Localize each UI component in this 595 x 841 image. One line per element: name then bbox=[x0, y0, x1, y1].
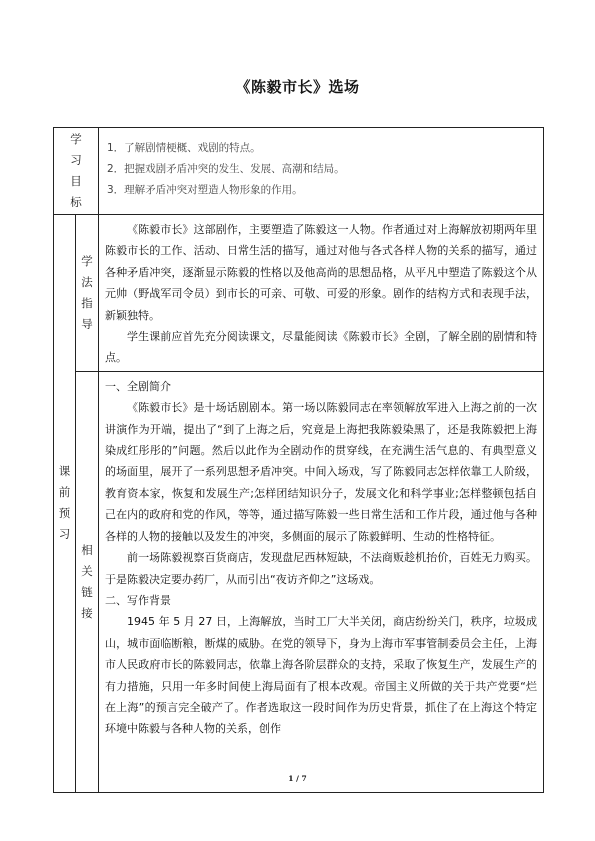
link-row bbox=[54, 371, 544, 792]
label-char: 预 bbox=[58, 506, 71, 521]
label-char: 标 bbox=[70, 195, 82, 209]
goal-item: 2．把握戏剧矛盾冲突的发生、发展、高潮和结局。 bbox=[107, 163, 345, 175]
label-char: 接 bbox=[81, 605, 93, 620]
goal-item: 3．理解矛盾冲突对塑造人物形象的作用。 bbox=[107, 184, 303, 196]
learning-goals-label bbox=[54, 128, 99, 215]
intro-paragraph: 《陈毅市长》是十场话剧剧本。第一场以陈毅同志在率领解放军进入上海之前的一次讲演作为开端，提出了“到了上海之后，究竟是上海把我陈毅染黑了，还是我陈毅把上海染成红彤彤的”问题。然后以此作为全剧动作的贯穿线，在充满生活气息的、有典型意义的场面里，展开了一系列思想矛盾冲突。中间入场戏，写了陈毅同志怎样依靠工人阶级，教育资本家，恢复和发展生产;怎样团结知识分子，发展文化和科学事业;怎样整顿包括自己在内的政府和党的作风，等等，通过描写陈毅一些日常生活和工作片段，通过他与各种各样的人物的接触以及发生的冲突，多侧面的展示了陈毅鲜明、生动的性格特征。 bbox=[105, 401, 537, 543]
intro-paragraph: 前一场陈毅视察百货商店，发现盘尼西林短缺，不法商贩趁机抬价，百姓无力购买。于是陈毅决定要办药厂，从而引出“夜访齐仰之”这场戏。 bbox=[105, 551, 537, 586]
label-char: 关 bbox=[81, 563, 93, 578]
section-heading: 二、写作背景 bbox=[105, 593, 171, 607]
method-paragraph: 《陈毅市长》这部剧作，主要塑造了陈毅这一人物。作者通过对上海解放初期两年里陈毅市长的工作、活动、日常生活的描写，通过对他与各式各样人物的关系的描写，通过各种矛盾冲突，逐渐显示陈毅的性格以及他高尚的思想品格，从平凡中塑造了陈毅这个从元帅（野战军司令员）到市长的可亲、可敬、可爱的形象。剧作的结构方式和表现手法，新颖独特。 bbox=[105, 223, 537, 322]
lesson-table bbox=[53, 127, 544, 793]
related-links-label bbox=[76, 371, 99, 792]
label-char: 前 bbox=[58, 485, 71, 500]
label-char: 链 bbox=[81, 584, 93, 599]
document-title: 《陈毅市长》选场 bbox=[235, 78, 360, 96]
label-char: 习 bbox=[70, 153, 82, 167]
learning-goals-content bbox=[99, 128, 544, 215]
learning-goals-row bbox=[54, 128, 544, 215]
related-links-content bbox=[99, 371, 544, 792]
label-char: 导 bbox=[81, 316, 93, 331]
preview-label bbox=[54, 215, 76, 793]
page-indicator: 1 / 7 bbox=[288, 774, 307, 783]
label-char: 课 bbox=[58, 464, 71, 479]
label-char: 目 bbox=[70, 174, 82, 188]
label-char: 习 bbox=[58, 527, 71, 542]
method-label bbox=[76, 215, 99, 372]
label-char: 学 bbox=[81, 253, 93, 268]
label-char: 学 bbox=[70, 132, 82, 146]
method-content bbox=[99, 215, 544, 372]
label-char: 法 bbox=[81, 274, 93, 289]
goal-item: 1．了解剧情梗概、戏剧的特点。 bbox=[107, 142, 261, 154]
label-char: 相 bbox=[81, 542, 93, 557]
method-paragraph: 学生课前应首先充分阅读课文，尽量能阅读《陈毅市长》全剧，了解全剧的剧情和特点。 bbox=[105, 330, 537, 365]
background-paragraph: 1945 年 5 月 27 日，上海解放，当时工厂大半关闭，商店纷纷关门，秩序，垃圾成山，城市面临断粮，断煤的威胁。在党的领导下，身为上海市军事管制委员会主任，上海市人民政府市长的陈毅同志，依靠上海各阶层群众的支持，采取了恢复生产，发展生产的有力措施，只用一年多时间使上海局面有了根本改观。帝国主义所做的关于共产党要“烂在上海”的预言完全破产了。作者选取这一段时间作为历史背景，抓住了在上海这个特定环境中陈毅与各种人物的关系，创作 bbox=[105, 615, 537, 736]
label-char: 指 bbox=[81, 295, 93, 310]
section-heading: 一、全剧简介 bbox=[105, 379, 171, 393]
method-row bbox=[54, 215, 544, 372]
